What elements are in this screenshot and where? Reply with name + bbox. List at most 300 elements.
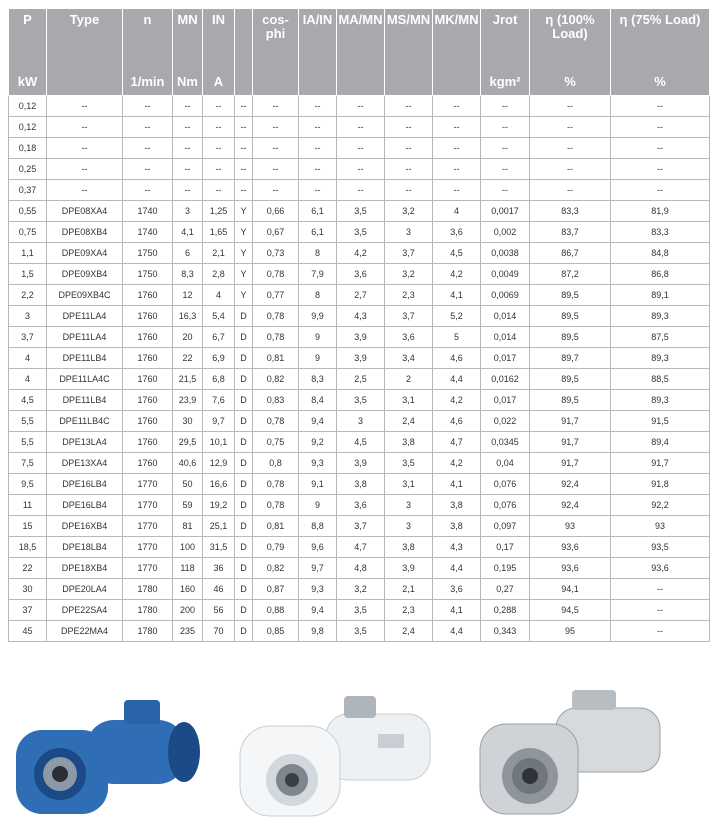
table-cell: 89,5 xyxy=(530,327,611,348)
table-cell: 45 xyxy=(9,621,47,642)
header-rotor-inertia: Jrot kgm² xyxy=(481,9,530,96)
table-cell: -- xyxy=(611,96,710,117)
table-cell: 2,5 xyxy=(337,369,385,390)
table-cell: 0,12 xyxy=(9,117,47,138)
table-cell: 4,8 xyxy=(337,558,385,579)
table-cell: 3,6 xyxy=(385,327,433,348)
table-cell: 1,1 xyxy=(9,243,47,264)
table-cell: 86,8 xyxy=(611,264,710,285)
table-cell: 1770 xyxy=(123,495,173,516)
table-cell: 3 xyxy=(385,516,433,537)
table-cell: Y xyxy=(235,222,253,243)
table-cell: 1780 xyxy=(123,600,173,621)
table-row xyxy=(9,96,710,117)
table-cell: 46 xyxy=(203,579,235,600)
table-cell: 0,0049 xyxy=(481,264,530,285)
table-cell: -- xyxy=(253,138,299,159)
table-cell: 2,3 xyxy=(385,285,433,306)
table-cell: 83,3 xyxy=(611,222,710,243)
table-cell: 0,78 xyxy=(253,327,299,348)
table-cell: 1760 xyxy=(123,348,173,369)
table-cell: -- xyxy=(47,138,123,159)
table-cell: 235 xyxy=(173,621,203,642)
table-cell: -- xyxy=(433,180,481,201)
table-cell: 7,5 xyxy=(9,453,47,474)
table-cell: D xyxy=(235,558,253,579)
table-cell: 8,3 xyxy=(299,369,337,390)
table-cell: 0,288 xyxy=(481,600,530,621)
table-row xyxy=(9,117,710,138)
table-row xyxy=(9,621,710,642)
table-cell: DPE11LA4C xyxy=(47,369,123,390)
stainless-gear-motor-image xyxy=(472,690,672,825)
table-cell: 6,1 xyxy=(299,201,337,222)
table-row xyxy=(9,558,710,579)
table-cell: 84,8 xyxy=(611,243,710,264)
table-cell: 3,6 xyxy=(433,579,481,600)
table-cell: 2,4 xyxy=(385,411,433,432)
table-cell: 5,5 xyxy=(9,432,47,453)
table-cell: D xyxy=(235,348,253,369)
table-cell: -- xyxy=(235,180,253,201)
table-cell: -- xyxy=(235,96,253,117)
table-cell: 3,9 xyxy=(337,327,385,348)
table-cell: -- xyxy=(433,117,481,138)
table-cell: 4,3 xyxy=(433,537,481,558)
table-cell: DPE11LB4 xyxy=(47,348,123,369)
table-cell: 30 xyxy=(173,411,203,432)
table-cell: 7,6 xyxy=(203,390,235,411)
table-cell: 0,076 xyxy=(481,474,530,495)
table-row xyxy=(9,495,710,516)
table-cell: 0,27 xyxy=(481,579,530,600)
table-cell: 1,65 xyxy=(203,222,235,243)
header-cos-phi: cos-phi xyxy=(253,9,299,96)
table-cell: -- xyxy=(203,180,235,201)
table-cell: -- xyxy=(253,159,299,180)
table-cell: 91,7 xyxy=(530,432,611,453)
table-cell: 40,6 xyxy=(173,453,203,474)
table-cell: 15 xyxy=(9,516,47,537)
table-cell: -- xyxy=(47,180,123,201)
table-cell: 8 xyxy=(299,285,337,306)
table-row xyxy=(9,306,710,327)
table-cell: -- xyxy=(173,159,203,180)
table-cell: 4,2 xyxy=(337,243,385,264)
table-cell: 1760 xyxy=(123,411,173,432)
table-cell: Y xyxy=(235,264,253,285)
table-cell: DPE16XB4 xyxy=(47,516,123,537)
table-cell: 89,7 xyxy=(530,348,611,369)
table-cell: 9 xyxy=(299,348,337,369)
table-cell: 0,014 xyxy=(481,327,530,348)
table-cell: D xyxy=(235,600,253,621)
table-cell: -- xyxy=(123,159,173,180)
table-cell: 3,8 xyxy=(385,537,433,558)
header-type: Type xyxy=(47,9,123,96)
table-cell: 9,2 xyxy=(299,432,337,453)
table-cell: 3,9 xyxy=(337,348,385,369)
table-cell: -- xyxy=(611,621,710,642)
table-cell: 4,1 xyxy=(433,600,481,621)
table-cell: 0,022 xyxy=(481,411,530,432)
motor-data-table-container xyxy=(8,8,709,642)
table-cell: 1770 xyxy=(123,474,173,495)
table-cell: 93,6 xyxy=(611,558,710,579)
table-cell: 5,5 xyxy=(9,411,47,432)
table-cell: 6,8 xyxy=(203,369,235,390)
table-cell: -- xyxy=(299,138,337,159)
table-cell: 89,3 xyxy=(611,348,710,369)
table-cell: D xyxy=(235,369,253,390)
table-cell: D xyxy=(235,537,253,558)
table-cell: 4,4 xyxy=(433,369,481,390)
table-cell: -- xyxy=(203,117,235,138)
table-cell: -- xyxy=(123,96,173,117)
table-row xyxy=(9,264,710,285)
table-cell: -- xyxy=(611,117,710,138)
table-cell: -- xyxy=(47,117,123,138)
table-cell: 0,78 xyxy=(253,411,299,432)
table-cell: 87,5 xyxy=(611,327,710,348)
table-cell: -- xyxy=(299,117,337,138)
header-efficiency-100: η (100% Load) % xyxy=(530,9,611,96)
table-cell: 1750 xyxy=(123,243,173,264)
table-cell: 4,4 xyxy=(433,621,481,642)
table-cell: 0,83 xyxy=(253,390,299,411)
table-header-row xyxy=(9,9,710,96)
table-cell: -- xyxy=(337,180,385,201)
table-cell: -- xyxy=(337,117,385,138)
table-row xyxy=(9,390,710,411)
table-cell: 4,7 xyxy=(337,537,385,558)
table-cell: 3,2 xyxy=(385,264,433,285)
table-body xyxy=(9,96,710,642)
table-cell: 4,5 xyxy=(433,243,481,264)
table-cell: 3,8 xyxy=(433,516,481,537)
table-cell: 0,017 xyxy=(481,390,530,411)
table-row xyxy=(9,327,710,348)
table-row xyxy=(9,222,710,243)
table-cell: -- xyxy=(481,96,530,117)
table-cell: -- xyxy=(530,138,611,159)
table-cell: 1780 xyxy=(123,621,173,642)
table-cell: 3,7 xyxy=(385,243,433,264)
table-cell: 3,1 xyxy=(385,474,433,495)
table-cell: 2,3 xyxy=(385,600,433,621)
header-starting-torque-ratio: MA/MN xyxy=(337,9,385,96)
table-cell: 0,0017 xyxy=(481,201,530,222)
table-cell: -- xyxy=(530,159,611,180)
header-speed: n 1/min xyxy=(123,9,173,96)
table-cell: D xyxy=(235,327,253,348)
table-cell: 4 xyxy=(433,201,481,222)
table-cell: 0,343 xyxy=(481,621,530,642)
table-cell: 9 xyxy=(299,495,337,516)
table-cell: 5 xyxy=(433,327,481,348)
table-cell: 1760 xyxy=(123,285,173,306)
table-cell: 4 xyxy=(9,348,47,369)
table-cell: 0,37 xyxy=(9,180,47,201)
table-cell: DPE11LA4 xyxy=(47,306,123,327)
table-cell: 25,1 xyxy=(203,516,235,537)
table-cell: 0,78 xyxy=(253,474,299,495)
table-cell: -- xyxy=(385,159,433,180)
table-cell: 3,8 xyxy=(337,474,385,495)
table-cell: 9,7 xyxy=(299,558,337,579)
table-cell: 1770 xyxy=(123,537,173,558)
table-cell: 0,82 xyxy=(253,369,299,390)
table-cell: 2,1 xyxy=(385,579,433,600)
table-cell: 8,4 xyxy=(299,390,337,411)
table-cell: DPE11LB4 xyxy=(47,390,123,411)
table-cell: -- xyxy=(611,600,710,621)
product-photos xyxy=(0,690,717,825)
table-cell: 89,3 xyxy=(611,306,710,327)
header-connection xyxy=(235,9,253,96)
table-cell: 9,1 xyxy=(299,474,337,495)
table-cell: 18,5 xyxy=(9,537,47,558)
table-cell: 0,81 xyxy=(253,348,299,369)
table-cell: 200 xyxy=(173,600,203,621)
table-cell: 0,88 xyxy=(253,600,299,621)
table-cell: 4,2 xyxy=(433,390,481,411)
table-cell: 3,5 xyxy=(337,201,385,222)
table-row xyxy=(9,537,710,558)
table-cell: -- xyxy=(530,96,611,117)
table-cell: D xyxy=(235,453,253,474)
table-cell: -- xyxy=(123,117,173,138)
white-gear-motor-image xyxy=(236,690,446,825)
table-cell: 12,9 xyxy=(203,453,235,474)
table-cell: 9,3 xyxy=(299,579,337,600)
table-cell: 93 xyxy=(530,516,611,537)
table-cell: 100 xyxy=(173,537,203,558)
table-cell: 89,3 xyxy=(611,390,710,411)
table-cell: -- xyxy=(253,117,299,138)
table-cell: 81 xyxy=(173,516,203,537)
table-cell: 56 xyxy=(203,600,235,621)
table-cell: D xyxy=(235,474,253,495)
table-cell: D xyxy=(235,432,253,453)
table-cell: 9,6 xyxy=(299,537,337,558)
table-cell: 2,2 xyxy=(9,285,47,306)
table-cell: 1740 xyxy=(123,201,173,222)
table-cell: -- xyxy=(611,180,710,201)
table-cell: -- xyxy=(203,159,235,180)
table-cell: 0,014 xyxy=(481,306,530,327)
table-cell: 1760 xyxy=(123,390,173,411)
table-cell: -- xyxy=(385,117,433,138)
table-row xyxy=(9,180,710,201)
table-cell: -- xyxy=(203,138,235,159)
table-cell: -- xyxy=(530,117,611,138)
table-cell: -- xyxy=(337,138,385,159)
table-cell: 0,0162 xyxy=(481,369,530,390)
table-cell: 89,5 xyxy=(530,369,611,390)
table-cell: 21,5 xyxy=(173,369,203,390)
table-cell: 93,6 xyxy=(530,537,611,558)
table-cell: 3 xyxy=(385,495,433,516)
table-cell: 2,8 xyxy=(203,264,235,285)
table-cell: DPE13XA4 xyxy=(47,453,123,474)
table-cell: 1740 xyxy=(123,222,173,243)
table-cell: 91,5 xyxy=(611,411,710,432)
table-cell: 3,7 xyxy=(385,306,433,327)
blue-gear-motor-image xyxy=(6,690,211,825)
header-rated-torque: MN Nm xyxy=(173,9,203,96)
table-cell: 9,3 xyxy=(299,453,337,474)
table-cell: -- xyxy=(47,159,123,180)
table-cell: -- xyxy=(530,180,611,201)
table-cell: -- xyxy=(611,159,710,180)
table-cell: 1770 xyxy=(123,516,173,537)
table-cell: 1760 xyxy=(123,369,173,390)
table-cell: 9,7 xyxy=(203,411,235,432)
table-cell: 20 xyxy=(173,327,203,348)
table-cell: 4 xyxy=(203,285,235,306)
table-cell: 9,8 xyxy=(299,621,337,642)
table-cell: -- xyxy=(433,159,481,180)
table-cell: -- xyxy=(385,138,433,159)
table-row xyxy=(9,600,710,621)
table-cell: 4,6 xyxy=(433,411,481,432)
table-cell: 10,1 xyxy=(203,432,235,453)
table-cell: Y xyxy=(235,285,253,306)
table-cell: 9,4 xyxy=(299,411,337,432)
table-cell: 3,8 xyxy=(433,495,481,516)
table-cell: 89,4 xyxy=(611,432,710,453)
table-cell: -- xyxy=(123,180,173,201)
table-cell: 93 xyxy=(611,516,710,537)
table-cell: 3,5 xyxy=(337,621,385,642)
table-cell: 4,1 xyxy=(433,285,481,306)
table-cell: DPE11LA4 xyxy=(47,327,123,348)
table-row xyxy=(9,432,710,453)
table-cell: 4,1 xyxy=(173,222,203,243)
table-cell: 81,9 xyxy=(611,201,710,222)
table-cell: 70 xyxy=(203,621,235,642)
table-cell: -- xyxy=(385,180,433,201)
motor-data-table xyxy=(8,8,710,642)
table-cell: 3 xyxy=(337,411,385,432)
table-cell: 1760 xyxy=(123,306,173,327)
table-cell: 3,1 xyxy=(385,390,433,411)
table-cell: -- xyxy=(47,96,123,117)
table-row xyxy=(9,453,710,474)
table-cell: 7,9 xyxy=(299,264,337,285)
table-cell: DPE18XB4 xyxy=(47,558,123,579)
table-cell: 92,2 xyxy=(611,495,710,516)
table-cell: 0,66 xyxy=(253,201,299,222)
table-cell: D xyxy=(235,411,253,432)
table-cell: 9,5 xyxy=(9,474,47,495)
table-cell: 89,1 xyxy=(611,285,710,306)
table-cell: -- xyxy=(611,579,710,600)
table-cell: 22 xyxy=(9,558,47,579)
table-cell: 3,6 xyxy=(337,264,385,285)
table-cell: 3 xyxy=(173,201,203,222)
table-cell: 9,9 xyxy=(299,306,337,327)
table-cell: -- xyxy=(235,117,253,138)
table-cell: D xyxy=(235,495,253,516)
header-power: P kW xyxy=(9,9,47,96)
table-cell: 89,5 xyxy=(530,285,611,306)
table-cell: 0,78 xyxy=(253,264,299,285)
table-cell: 1780 xyxy=(123,579,173,600)
table-cell: DPE20LA4 xyxy=(47,579,123,600)
table-cell: 3,5 xyxy=(385,453,433,474)
header-saddle-torque-ratio: MS/MN xyxy=(385,9,433,96)
table-cell: 31,5 xyxy=(203,537,235,558)
table-cell: 6 xyxy=(173,243,203,264)
table-cell: -- xyxy=(385,96,433,117)
table-cell: 6,7 xyxy=(203,327,235,348)
table-cell: 5,2 xyxy=(433,306,481,327)
table-cell: DPE22SA4 xyxy=(47,600,123,621)
table-cell: 3 xyxy=(9,306,47,327)
table-cell: -- xyxy=(433,138,481,159)
table-cell: 0,75 xyxy=(253,432,299,453)
table-cell: 2,4 xyxy=(385,621,433,642)
table-cell: 0,81 xyxy=(253,516,299,537)
table-cell: 92,4 xyxy=(530,474,611,495)
table-cell: 3,8 xyxy=(385,432,433,453)
table-cell: 11 xyxy=(9,495,47,516)
table-cell: -- xyxy=(337,159,385,180)
table-cell: 94,5 xyxy=(530,600,611,621)
table-cell: 1770 xyxy=(123,558,173,579)
table-cell: 4,4 xyxy=(433,558,481,579)
table-cell: 2,7 xyxy=(337,285,385,306)
table-cell: DPE08XA4 xyxy=(47,201,123,222)
table-cell: Y xyxy=(235,243,253,264)
table-cell: 92,4 xyxy=(530,495,611,516)
table-cell: 4,3 xyxy=(337,306,385,327)
table-cell: -- xyxy=(235,159,253,180)
table-cell: 1750 xyxy=(123,264,173,285)
table-cell: -- xyxy=(173,138,203,159)
table-cell: 19,2 xyxy=(203,495,235,516)
table-cell: 0,04 xyxy=(481,453,530,474)
table-cell: 0,0069 xyxy=(481,285,530,306)
table-cell: 22 xyxy=(173,348,203,369)
table-cell: -- xyxy=(433,96,481,117)
table-cell: 8,8 xyxy=(299,516,337,537)
table-cell: DPE08XB4 xyxy=(47,222,123,243)
table-cell: -- xyxy=(299,159,337,180)
table-cell: 4,5 xyxy=(337,432,385,453)
table-cell: 0,195 xyxy=(481,558,530,579)
table-cell: -- xyxy=(481,138,530,159)
table-cell: 4,7 xyxy=(433,432,481,453)
table-cell: 0,017 xyxy=(481,348,530,369)
table-cell: 3 xyxy=(385,222,433,243)
table-cell: -- xyxy=(337,96,385,117)
table-cell: 0,0345 xyxy=(481,432,530,453)
table-cell: 91,8 xyxy=(611,474,710,495)
table-cell: DPE11LB4C xyxy=(47,411,123,432)
table-cell: 6,9 xyxy=(203,348,235,369)
table-cell: 50 xyxy=(173,474,203,495)
table-cell: 5,4 xyxy=(203,306,235,327)
table-cell: 0,82 xyxy=(253,558,299,579)
table-cell: 3,6 xyxy=(433,222,481,243)
table-cell: 3,2 xyxy=(385,201,433,222)
table-cell: D xyxy=(235,579,253,600)
table-row xyxy=(9,201,710,222)
table-cell: 0,0038 xyxy=(481,243,530,264)
